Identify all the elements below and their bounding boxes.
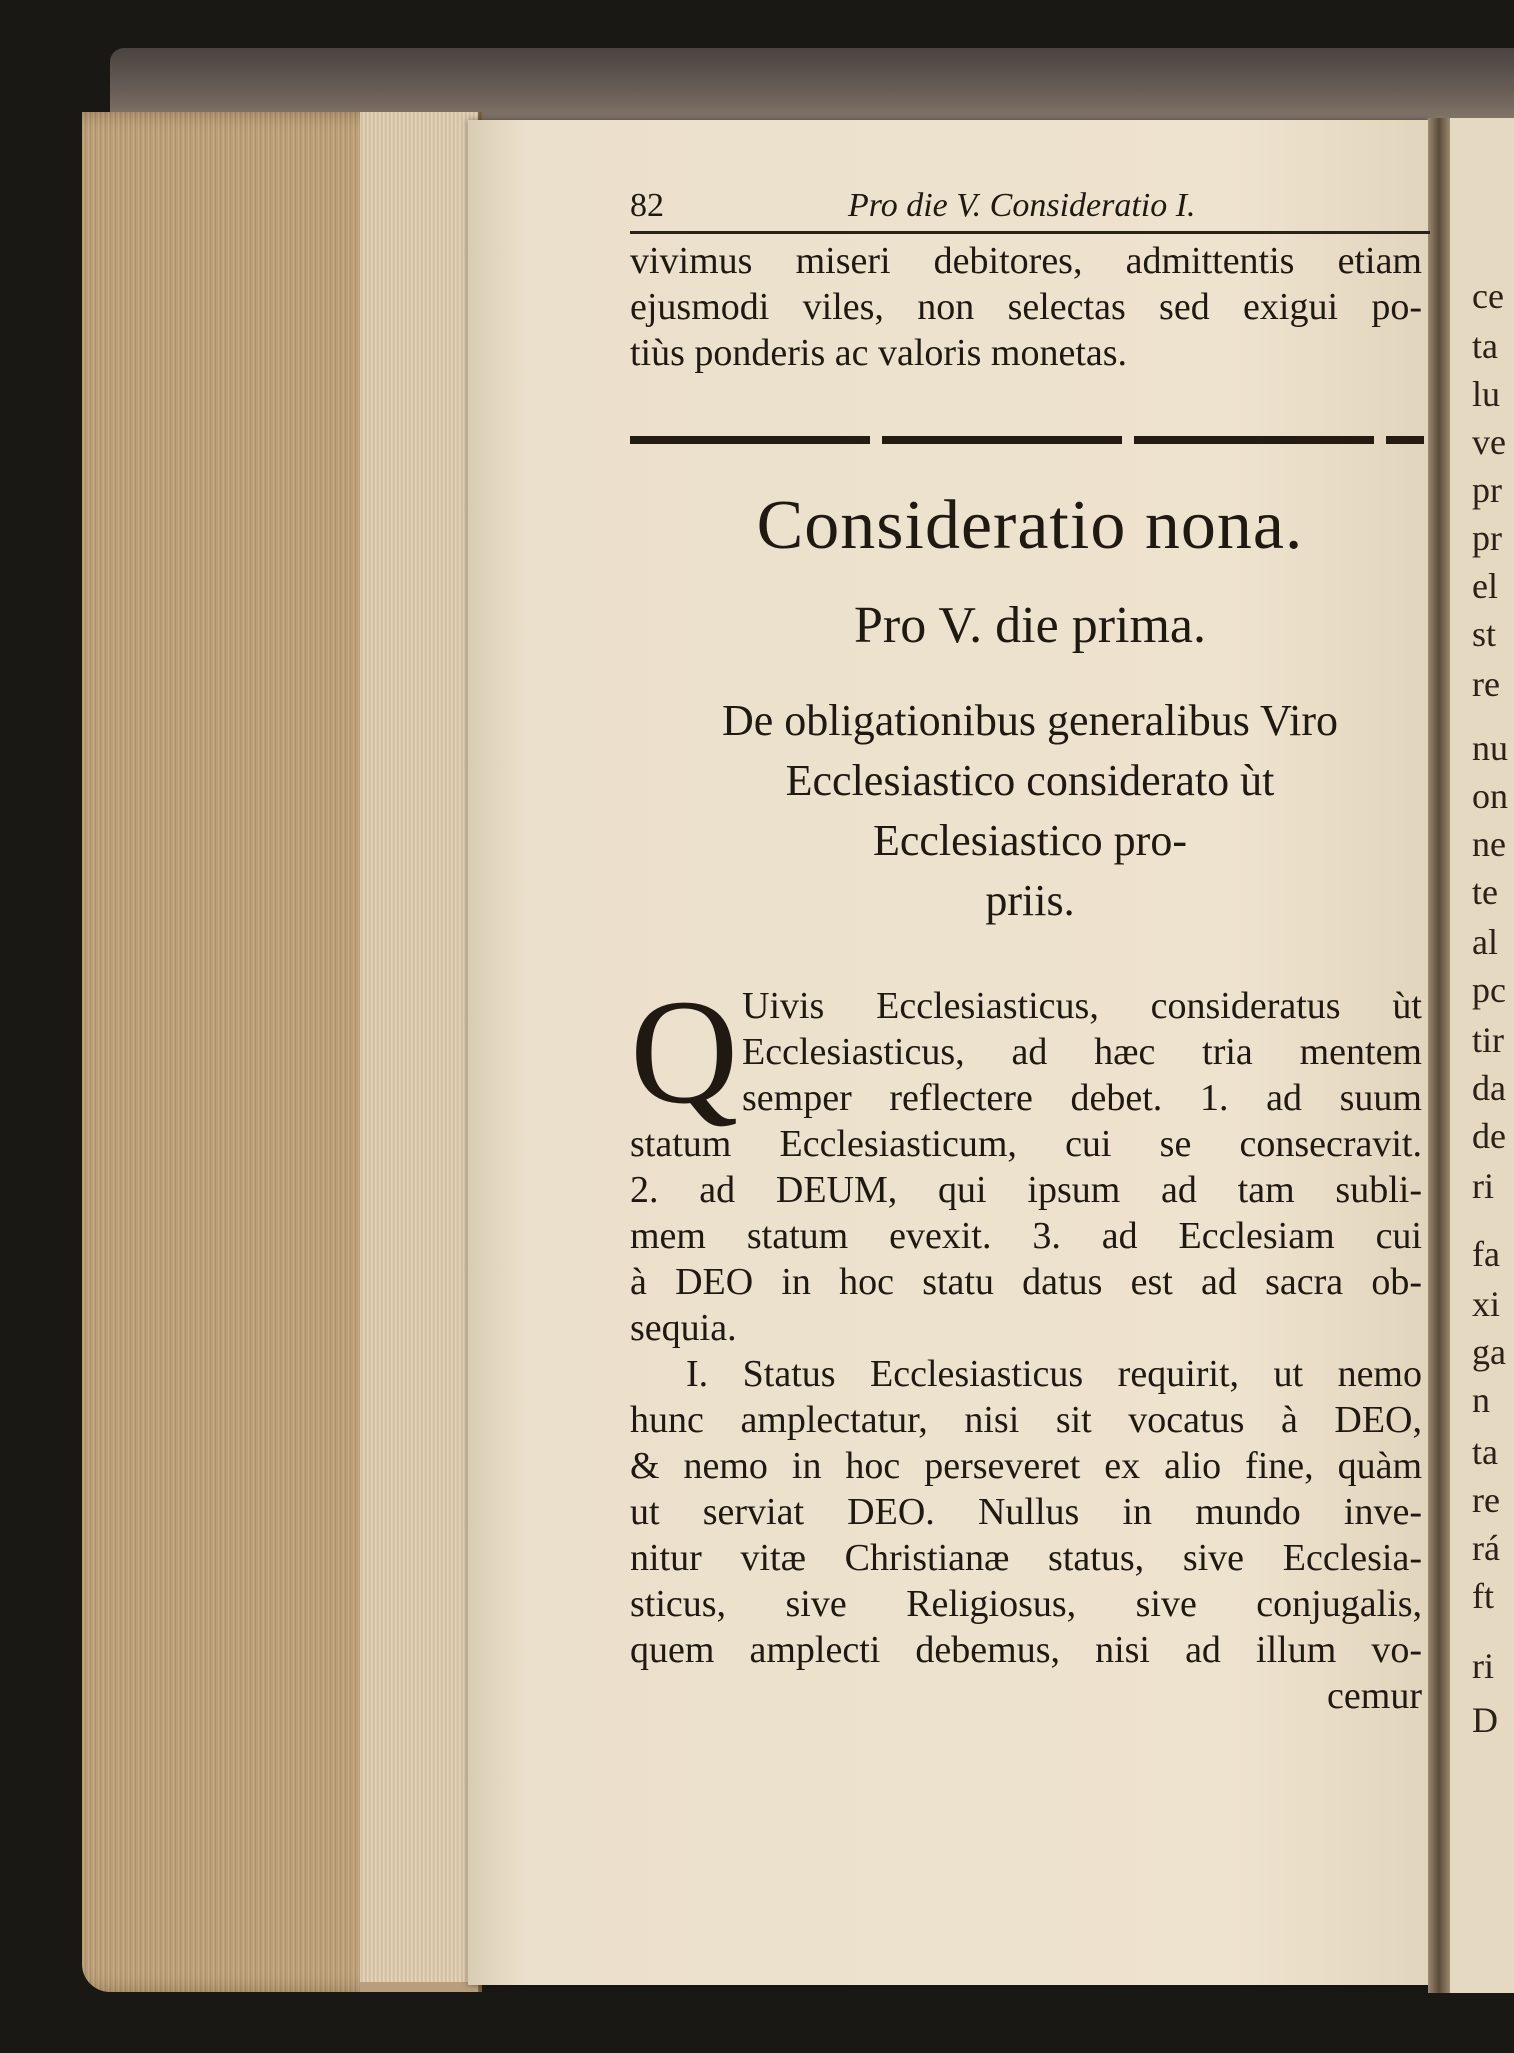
facing-page-fragment: pr <box>1472 518 1502 558</box>
facing-page-fragment: pr <box>1472 470 1502 510</box>
text-line: sequia. <box>630 1307 737 1349</box>
section-rule <box>630 436 1424 444</box>
top-paragraph <box>630 238 1430 376</box>
text-line: nitur vitæ Christianæ status, sive Ecclesia- <box>630 1537 1422 1579</box>
text-line: hunc amplectatur, nisi sit vocatus à DEO, <box>630 1399 1422 1441</box>
text-line: à DEO in hoc statu datus est ad sacra ob- <box>630 1261 1422 1303</box>
facing-page-fragment: ne <box>1472 824 1506 864</box>
catchword: cemur <box>1327 1675 1422 1717</box>
facing-page-fragment: el <box>1472 566 1498 606</box>
facing-page-fragment: pc <box>1472 970 1506 1010</box>
section-title-line: De obligationibus generalibus Viro <box>721 696 1339 745</box>
gutter <box>1428 118 1450 1993</box>
section-title <box>630 691 1430 931</box>
facing-page-fragment: tir <box>1472 1020 1504 1060</box>
facing-page-fragment: lu <box>1472 374 1501 414</box>
text-line: I. Status Ecclesiasticus requirit, ut nemo <box>686 1353 1422 1395</box>
facing-page-fragment: ri <box>1472 1166 1494 1206</box>
text-line: 2. ad DEUM, qui ipsum ad tam subli- <box>630 1169 1422 1211</box>
facing-page-fragment: nu <box>1472 728 1508 768</box>
section-title-line: Ecclesiastico considerato ùt <box>785 756 1275 805</box>
facing-page-fragment: st <box>1472 614 1497 654</box>
facing-page-fragment: ta <box>1472 1432 1498 1472</box>
text-line: tiùs ponderis ac valoris monetas. <box>630 332 1128 374</box>
facing-page-fragment: ve <box>1472 422 1506 462</box>
running-head <box>630 185 1430 234</box>
text-line: & nemo in hoc perseveret ex alio fine, quàm <box>630 1445 1422 1487</box>
facing-page-fragment: al <box>1472 922 1498 962</box>
facing-page-fragment: re <box>1472 1480 1500 1520</box>
facing-page-fragment: ft <box>1472 1576 1494 1616</box>
facing-page-fragment: re <box>1472 664 1500 704</box>
text-line: Ecclesiasticus, ad hæc tria mentem <box>742 1031 1422 1073</box>
facing-page-fragment: da <box>1472 1068 1506 1108</box>
text-line: ut serviat DEO. Nullus in mundo inve- <box>630 1491 1422 1533</box>
text-line: quem amplecti debemus, nisi ad illum vo- <box>630 1629 1422 1671</box>
text-line: sticus, sive Religiosus, sive conjugalis, <box>630 1583 1422 1625</box>
facing-page-fragment: D <box>1472 1700 1498 1740</box>
facing-page-fragment: fa <box>1472 1234 1500 1274</box>
subheading: Pro V. die prima. <box>854 597 1206 654</box>
text-line: ejusmodi viles, non selectas sed exigui po- <box>630 286 1422 328</box>
facing-page-fragment: n <box>1472 1380 1490 1420</box>
heading: Consideratio nona. <box>756 487 1304 564</box>
leaf-edges <box>360 112 478 1992</box>
facing-page-fragment: ri <box>1472 1646 1494 1686</box>
text-line: Uivis Ecclesiasticus, consideratus ùt <box>742 985 1422 1027</box>
drop-cap: Q <box>630 969 739 1135</box>
facing-page-fragment: rá <box>1472 1528 1500 1568</box>
facing-page-fragment: ce <box>1472 276 1504 316</box>
facing-page <box>1450 118 1514 1993</box>
facing-page-fragment: on <box>1472 776 1508 816</box>
section-title-line: Ecclesiastico pro- <box>873 816 1187 865</box>
text-line: semper reflectere debet. 1. ad suum <box>742 1077 1422 1119</box>
facing-page-fragment: te <box>1472 872 1498 912</box>
page-text <box>630 185 1430 1719</box>
text-line: statum Ecclesiasticum, cui se consecravit. <box>630 1123 1422 1165</box>
section-title-line: priis. <box>985 876 1075 925</box>
facing-page-fragment: ga <box>1472 1332 1506 1372</box>
running-head-title: Pro die V. Consideratio I. <box>848 187 1196 224</box>
facing-page-fragment: ta <box>1472 326 1498 366</box>
page-number: 82 <box>630 187 664 224</box>
text-line: vivimus miseri debitores, admittentis etiam <box>630 240 1422 282</box>
facing-page-fragment: de <box>1472 1116 1506 1156</box>
text-line: mem statum evexit. 3. ad Ecclesiam cui <box>630 1215 1422 1257</box>
body-paragraph <box>630 969 1430 1719</box>
facing-page-fragment: xi <box>1472 1284 1501 1324</box>
